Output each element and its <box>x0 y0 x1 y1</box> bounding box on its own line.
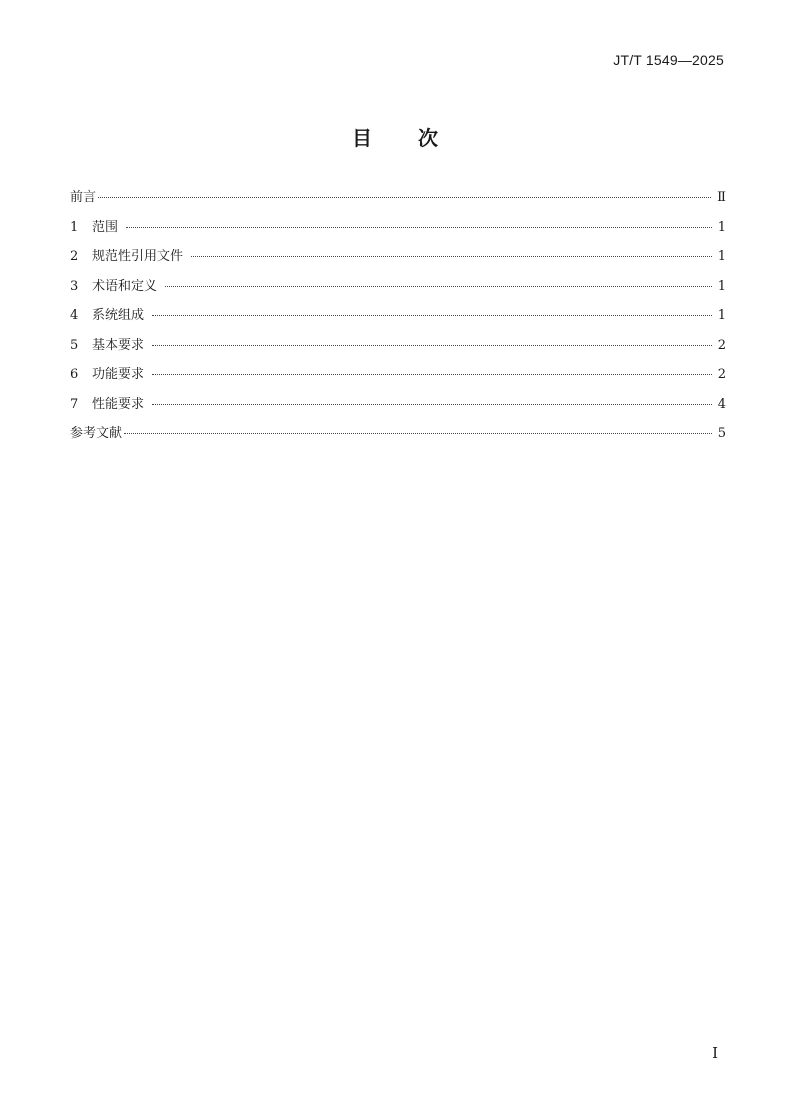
toc-entry-system-composition[interactable] <box>70 304 726 334</box>
toc-section-number: 7 <box>70 396 79 412</box>
toc-label: 功能要求 <box>92 367 145 382</box>
toc-section-number: 1 <box>70 219 79 235</box>
page-title: 目次 <box>352 126 484 150</box>
dot-leader <box>191 255 712 257</box>
toc-entry-scope[interactable] <box>70 216 726 246</box>
toc-entry-foreword[interactable] <box>70 186 726 216</box>
toc-page-number: 1 <box>717 249 726 264</box>
toc-entry-performance-requirements[interactable] <box>70 393 726 423</box>
toc-page-number: 1 <box>717 308 726 323</box>
toc-page-number: 1 <box>717 219 726 235</box>
toc-section-number: 6 <box>70 367 79 382</box>
toc-page-number: Ⅱ <box>717 190 726 205</box>
toc-page-number: 5 <box>717 426 726 441</box>
toc-page-number: 2 <box>717 337 726 353</box>
toc-label: 规范性引用文件 <box>92 249 184 264</box>
toc-entry-terms-definitions[interactable] <box>70 275 726 305</box>
dot-leader <box>152 373 712 375</box>
table-of-contents <box>70 186 726 452</box>
page-number: Ⅰ <box>712 1044 718 1062</box>
toc-label: 术语和定义 <box>92 278 158 294</box>
toc-label: 前言 <box>70 190 97 205</box>
toc-section-number: 3 <box>70 278 79 294</box>
toc-label: 性能要求 <box>92 396 145 412</box>
standard-code: JT/T 1549—2025 <box>613 52 724 68</box>
toc-label: 参考文献 <box>70 426 123 441</box>
toc-label: 基本要求 <box>92 337 145 353</box>
toc-entry-normative-references[interactable] <box>70 245 726 275</box>
toc-page-number: 1 <box>717 278 726 294</box>
toc-section-number: 4 <box>70 308 79 323</box>
toc-entry-bibliography[interactable] <box>70 422 726 452</box>
dot-leader <box>124 432 712 434</box>
toc-entry-basic-requirements[interactable] <box>70 334 726 364</box>
toc-page-number: 4 <box>717 396 726 412</box>
dot-leader <box>98 196 711 198</box>
toc-entry-functional-requirements[interactable] <box>70 363 726 393</box>
dot-leader <box>152 314 712 316</box>
toc-section-number: 2 <box>70 249 79 264</box>
dot-leader <box>152 344 712 346</box>
toc-section-number: 5 <box>70 337 79 353</box>
toc-page-number: 2 <box>717 367 726 382</box>
dot-leader <box>152 403 712 405</box>
dot-leader <box>126 226 712 228</box>
toc-label: 系统组成 <box>92 308 145 323</box>
dot-leader <box>165 285 712 287</box>
toc-label: 范围 <box>92 219 119 235</box>
